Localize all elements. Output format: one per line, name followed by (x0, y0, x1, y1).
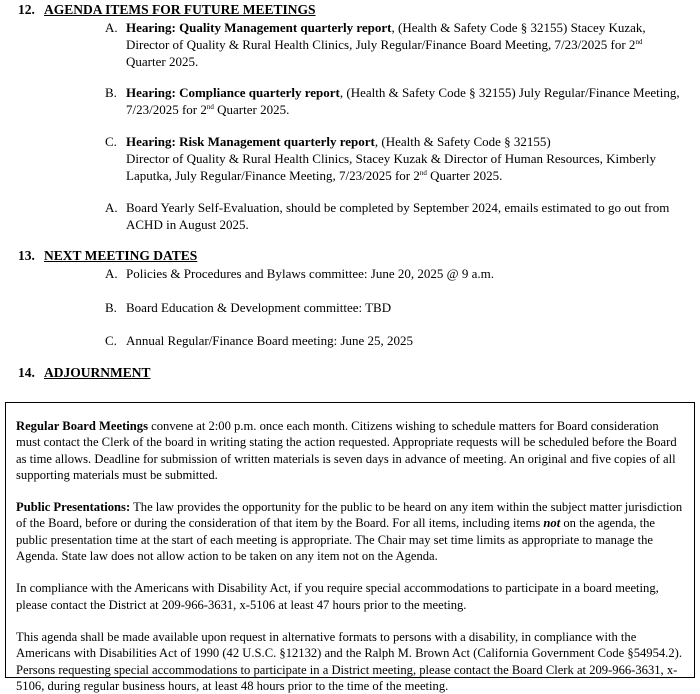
future-item-self-evaluation (105, 199, 680, 233)
item-text: Policies & Procedures and Bylaws committee: June 20, 2025 @ 9 a.m. (126, 266, 494, 281)
section-title: NEXT MEETING DATES (44, 248, 198, 263)
future-item-a (105, 19, 680, 70)
item-letter: C. (105, 134, 117, 149)
regular-meetings-paragraph: Regular Board Meetings convene at 2:00 p.m. once each month. Citizens wishing to schedule matters for Board consideration must contact the Clerk of the board in writing stating the action requested. Appropriate requests will be scheduled before the Board as time allows. Deadline for submission of written materials is seven days in advance of meeting. An original and five copies of all supporting materials must be submitted. (16, 419, 677, 482)
item-bold: Hearing: Compliance quarterly report (126, 85, 340, 100)
item-letter: B. (105, 300, 117, 315)
item-letter: A. (105, 266, 118, 281)
future-item-c (105, 133, 680, 184)
item-bold: Hearing: Quality Management quarterly report (126, 20, 392, 35)
item-text: Hearing: Quality Management quarterly report, (Health & Safety Code § 32155) Stacey Kuzak, Director of Quality & Rural Health Clinics, July Regular/Finance Board Meeting, 7/23/2025 for 2nd Quarter 2025. (126, 20, 646, 69)
item-text: Hearing: Risk Management quarterly report, (Health & Safety Code § 32155) Director of Quality & Rural Health Clinics, Stacey Kuzak & Director of Human Resources, Kimberly Laputka, July Regular/Finance Meeting, 7/23/2025 for 2nd Quarter 2025. (126, 134, 656, 183)
item-bold: Hearing: Risk Management quarterly report (126, 134, 375, 149)
meeting-date-b (105, 299, 680, 316)
item-letter: A. (105, 200, 118, 215)
section-number: 13. (18, 248, 35, 263)
item-text: Board Yearly Self-Evaluation, should be completed by September 2024, emails estimated to go out from ACHD in August 2025. (126, 200, 670, 232)
section-13-heading (18, 248, 197, 264)
item-letter: A. (105, 20, 118, 35)
item-text: Board Education & Development committee: TBD (126, 300, 392, 315)
section-title: ADJOURNMENT (44, 365, 151, 380)
meeting-date-c (105, 332, 680, 349)
public-presentations-paragraph: Public Presentations: The law provides the opportunity for the public to be heard on any item within the subject matter jurisdiction of the Board, before or during the consideration of that item by the Board. For all items, including items not on the agenda, the public presentation time at the start of each meeting is appropriate. The Chair may set time limits as appropriate to manage the Agenda. State law does not allow action to be taken on any item not on the Agenda. (16, 500, 683, 564)
section-title: AGENDA ITEMS FOR FUTURE MEETINGS (44, 2, 316, 17)
future-item-b (105, 84, 680, 118)
item-text: Hearing: Compliance quarterly report, (Health & Safety Code § 32155) July Regular/Finance Meeting, 7/23/2025 for 2nd Quarter 2025. (126, 85, 680, 117)
meeting-date-a (105, 265, 680, 282)
item-letter: B. (105, 85, 117, 100)
alternative-formats-paragraph: This agenda shall be made available upon request in alternative formats to persons with a disability, in compliance with the Americans with Disabilities Act of 1990 (42 U.S.C. §12132) and the Ralph M. Brown Act (California Government Code §54954.2). Persons requesting special accommodations to participate in a District meeting, please contact the Board Clerk at 209-966-3631, x-5106, during regular business hours, at least 48 hours prior to the time of the meeting. (16, 629, 682, 693)
section-14-heading (18, 365, 151, 381)
section-12-heading (18, 2, 316, 18)
section-number: 14. (18, 365, 35, 380)
item-text: Annual Regular/Finance Board meeting: June 25, 2025 (126, 333, 414, 348)
section-number: 12. (18, 2, 35, 17)
ada-compliance-paragraph: In compliance with the Americans with Disability Act, if you require special accommodations to participate in a board meeting, please contact the District at 209-966-3631, x-5106 at least 47 hours prior to the meeting. (16, 581, 659, 612)
meeting-notice-box (5, 402, 695, 693)
item-letter: C. (105, 333, 117, 348)
